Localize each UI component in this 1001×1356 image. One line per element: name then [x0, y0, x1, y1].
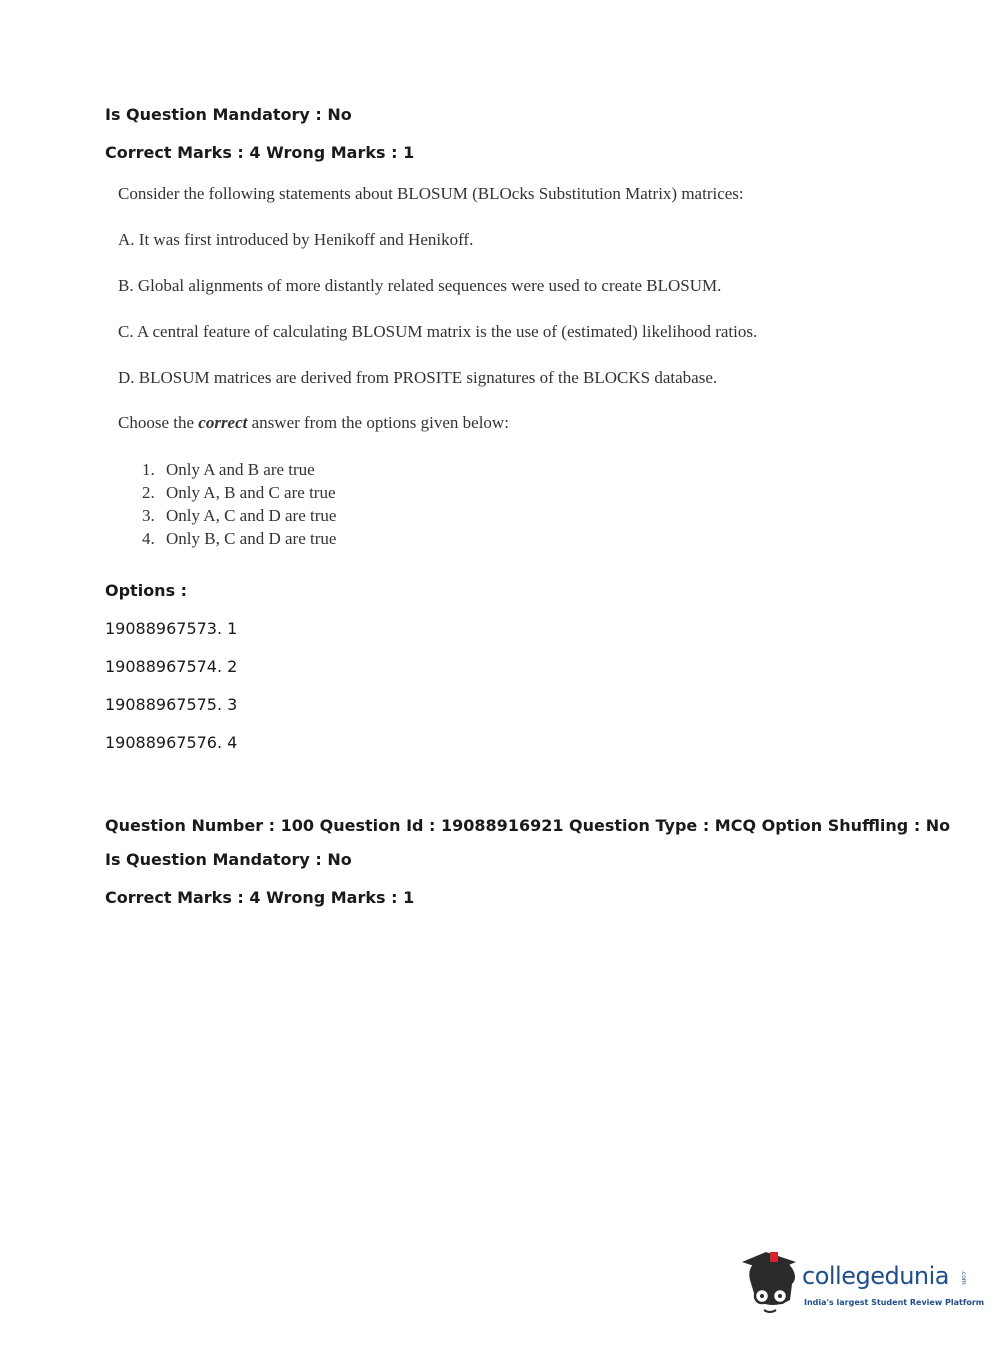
mandatory-line: Is Question Mandatory : No [105, 105, 352, 124]
choice-number: 1. [142, 460, 155, 479]
choice-item [142, 527, 337, 550]
statement-d: D. BLOSUM matrices are derived from PROSITE signatures of the BLOCKS database. [118, 368, 718, 387]
option-item: 19088967575. 3 [105, 695, 238, 714]
choice-list [118, 458, 336, 550]
choose-emphasis: correct [198, 413, 248, 432]
next-question-meta: Question Number : 100 Question Id : 19088916921 Question Type : MCQ Option Shuffling : No [105, 816, 951, 835]
logo-wordmark: collegedunia [802, 1262, 950, 1290]
statement-a: A. It was first introduced by Henikoff and Henikoff. [118, 230, 474, 249]
option-item: 19088967576. 4 [105, 733, 238, 752]
option-item: 19088967574. 2 [105, 657, 238, 676]
choice-number: 2. [142, 483, 155, 502]
choice-item [142, 481, 336, 504]
choice-number: 3. [142, 506, 155, 525]
choice-item [142, 458, 336, 481]
choice-number: 4. [142, 529, 155, 548]
choice-text: Only A and B are true [166, 460, 315, 479]
marks-line: Correct Marks : 4 Wrong Marks : 1 [105, 143, 415, 162]
next-marks-line: Correct Marks : 4 Wrong Marks : 1 [105, 888, 415, 907]
choice-item [142, 504, 337, 527]
choose-prefix: Choose the [118, 413, 199, 432]
question-intro: Consider the following statements about BLOSUM (BLOcks Substitution Matrix) matrices: [118, 184, 744, 203]
choose-suffix: answer from the options given below: [247, 413, 509, 432]
options-label: Options : [105, 581, 188, 600]
collegedunia-logo [742, 1250, 985, 1320]
statement-b: B. Global alignments of more distantly related sequences were used to create BLOSUM. [118, 276, 722, 295]
choice-text: Only B, C and D are true [166, 529, 337, 548]
next-mandatory-line: Is Question Mandatory : No [105, 850, 352, 869]
statement-c: C. A central feature of calculating BLOSUM matrix is the use of (estimated) likelihood ratios. [118, 322, 758, 341]
choice-text: Only A, B and C are true [166, 483, 336, 502]
choose-instruction [118, 413, 509, 433]
option-item: 19088967573. 1 [105, 619, 238, 638]
choice-text: Only A, C and D are true [166, 506, 337, 525]
mascot-icon [742, 1250, 802, 1320]
logo-tagline: India's largest Student Review Platform [804, 1298, 985, 1307]
logo-suffix: .com [960, 1270, 967, 1285]
